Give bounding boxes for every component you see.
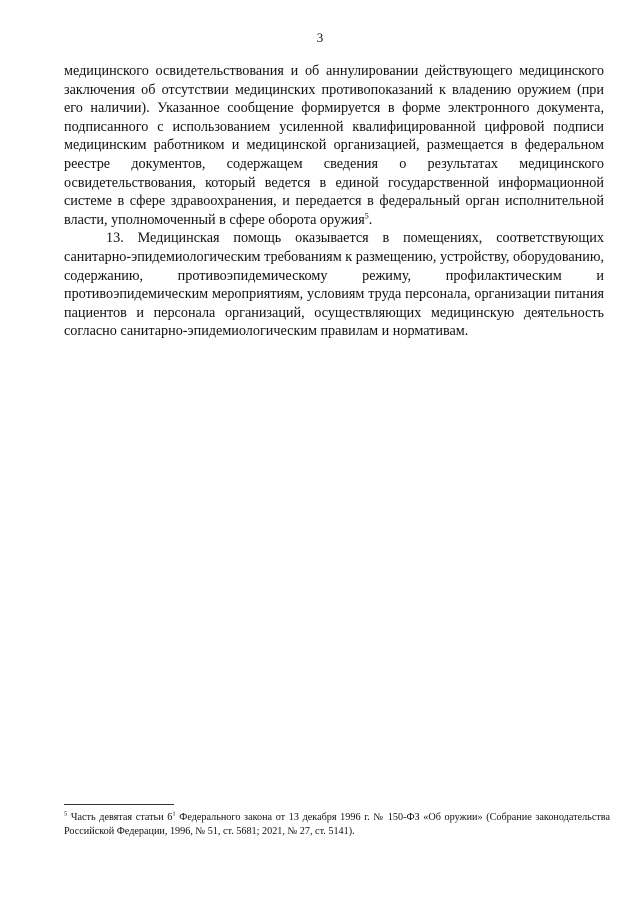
- footnote-text: [64, 811, 610, 839]
- paragraph-1-end: .: [368, 211, 373, 228]
- page-number: 3: [316, 30, 324, 45]
- paragraph-1-text: медицинского освидетельствования и об аннулировании действующего медицинского заключения об отсутствии медицинских противопоказаний к владению оружием (при его наличии). Указанное сообщение формируется в форме электронного документа, подписанного с использованием усиленной квалифицированной цифровой подписи медицинским работником и медицинской организацией, размещается в федеральном реестре документов, содержащем сведения о результатах медицинского освидетельствования, который ведется в единой государственной информационной системе в сфере здравоохранения, и передается в федеральный орган исполнительной власти, уполномоченный в сфере оборота оружия: [64, 63, 604, 228]
- document-body: [64, 62, 604, 341]
- footnote-inner-sup: 1: [172, 810, 176, 818]
- paragraph-13: 13. Медицинская помощь оказывается в помещениях, соответствующих санитарно-эпидемиологическим требованиям к размещению, устройству, оборудованию, содержанию, противоэпидемическому режиму, профилактическим и противоэпидемическим мероприятиям, условиям труда персонала, организации питания пациентов и персонала организаций, осуществляющих медицинскую деятельность согласно санитарно-эпидемиологическим правилам и нормативам.: [64, 230, 604, 340]
- footnote-marker: 5: [64, 810, 68, 818]
- footnote-text-b: Федерального закона от 13 декабря 1996 г. № 150-ФЗ «Об оружии» (Собрание законодательства Российской Федерации, 1996, № 51, ст. 5681; 2021, № 27, ст. 5141).: [64, 812, 610, 837]
- footnote-text-a: Часть девятая статьи 6: [67, 812, 173, 823]
- footnote: [64, 811, 610, 839]
- paragraph-continuation: [64, 62, 604, 229]
- footnote-reference: 5: [364, 211, 369, 221]
- footnote-divider: [64, 804, 174, 805]
